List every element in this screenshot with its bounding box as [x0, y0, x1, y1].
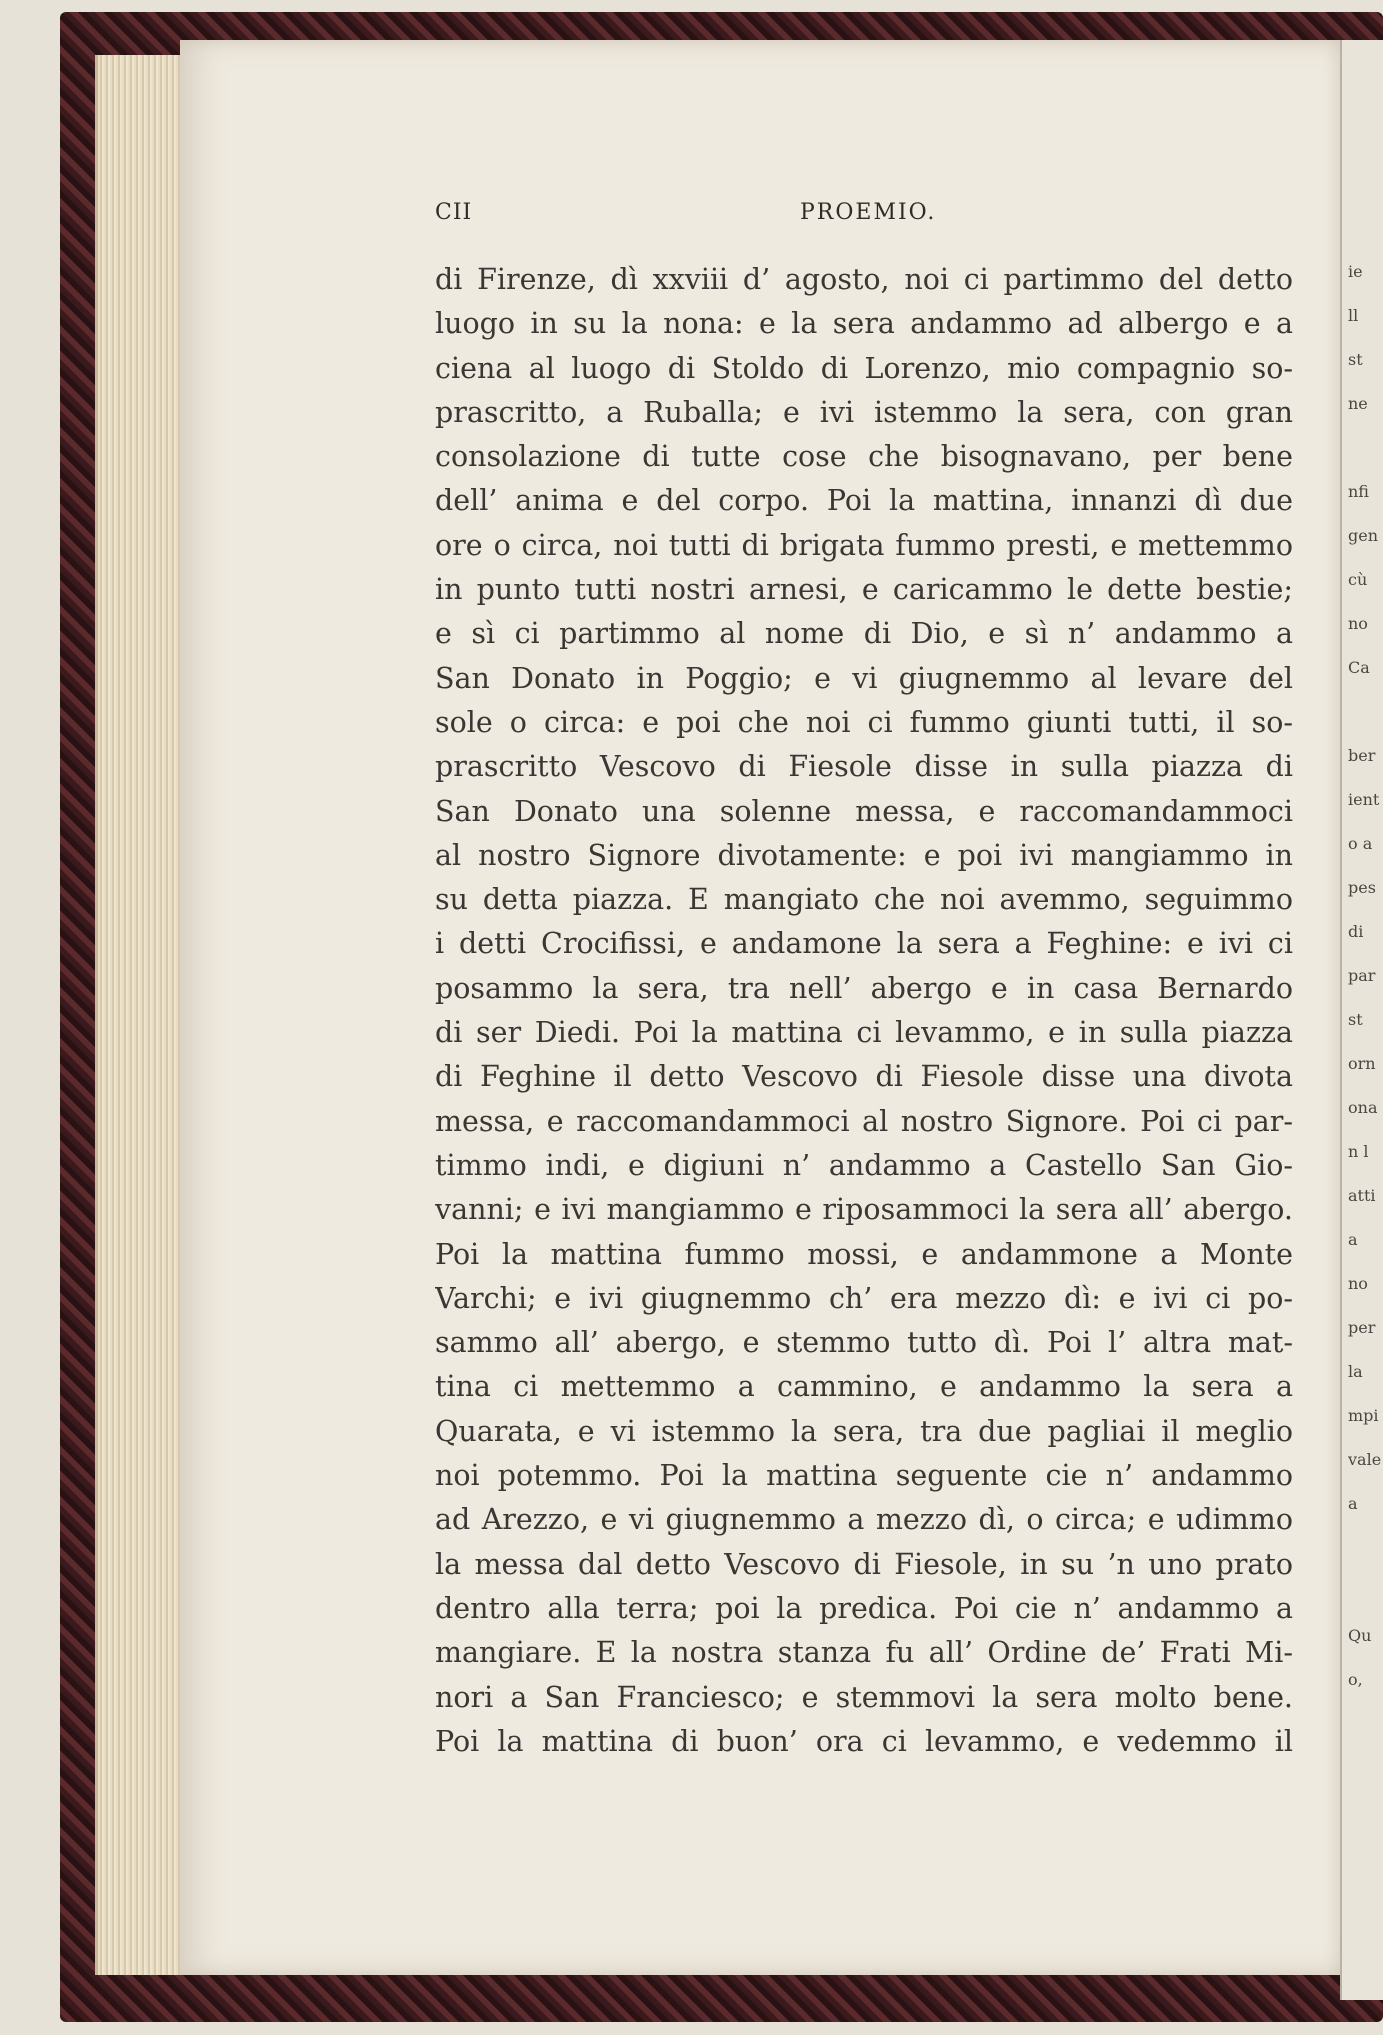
facing-page-fragment: cù	[1348, 570, 1368, 589]
text-line: posammo la sera, tra nell’ abergo e in casa Bernardo	[435, 971, 1293, 1005]
facing-page-fragment: par	[1348, 966, 1376, 985]
text-line: ad Arezzo, e vi giugnemmo a mezzo dì, o circa; e udimmo	[435, 1503, 1293, 1537]
text-line: prascritto, a Ruballa; e ivi istemmo la sera, con gran	[435, 395, 1293, 429]
facing-page-fragment: vale	[1348, 1450, 1382, 1469]
facing-page-fragment: Qu	[1348, 1626, 1372, 1645]
facing-page-fragment: nfi	[1348, 482, 1369, 501]
text-line: timmo indi, e digiuni n’ andammo a Castello San Gio-	[435, 1148, 1293, 1182]
text-line: San Donato una solenne messa, e raccomandammoci	[435, 794, 1293, 828]
facing-page-fragment: ll	[1348, 306, 1359, 325]
facing-page-fragment: a	[1348, 1494, 1358, 1513]
facing-page-fragment: no	[1348, 614, 1368, 633]
facing-page-fragment: n l	[1348, 1142, 1369, 1161]
text-line: di Firenze, dì xxviii d’ agosto, noi ci partimmo del detto	[435, 263, 1293, 296]
running-title: PROEMIO.	[800, 200, 937, 225]
text-line: prascritto Vescovo di Fiesole disse in sulla piazza di	[435, 750, 1293, 784]
facing-page-fragment: o,	[1348, 1670, 1363, 1689]
text-line: vanni; e ivi mangiammo e riposammoci la sera all’ abergo.	[435, 1193, 1293, 1227]
facing-page-fragment	[1348, 1570, 1383, 1614]
facing-page-fragment: ient	[1348, 790, 1380, 809]
facing-page-fragment	[1348, 426, 1383, 470]
facing-page-fragment: la	[1348, 1362, 1363, 1381]
facing-page-fragment: gen	[1348, 526, 1379, 545]
facing-page-fragment: ber	[1348, 746, 1376, 765]
body-text	[435, 258, 1293, 1764]
text-line: i detti Crocifissi, e andamone la sera a Feghine: e ivi ci	[435, 927, 1293, 961]
text-line: luogo in su la nona: e la sera andammo ad albergo e a	[435, 307, 1293, 341]
facing-page-fragment: mpi	[1348, 1406, 1379, 1425]
text-line: sole o circa: e poi che noi ci fummo giunti tutti, il so-	[435, 705, 1293, 739]
facing-page-fragment: pes	[1348, 878, 1376, 897]
text-line: consolazione di tutte cose che bisognavano, per bene	[435, 440, 1293, 474]
text-line: tina ci mettemmo a cammino, e andammo la sera a	[435, 1370, 1293, 1404]
text-line: noi potemmo. Poi la mattina seguente cie n’ andammo	[435, 1459, 1293, 1493]
text-line: in punto tutti nostri arnesi, e caricammo le dette bestie;	[435, 573, 1293, 607]
text-line: mangiare. E la nostra stanza fu all’ Ordine de’ Frati Mi-	[435, 1636, 1293, 1670]
facing-page-fragment: no	[1348, 1274, 1368, 1293]
facing-page-fragment: ne	[1348, 394, 1368, 413]
text-line: messa, e raccomandammoci al nostro Signore. Poi ci par-	[435, 1104, 1293, 1138]
facing-page-fragment: st	[1348, 350, 1363, 369]
facing-page-fragment: ona	[1348, 1098, 1378, 1117]
text-line: Poi la mattina di buon’ ora ci levammo, e vedemmo il	[435, 1724, 1293, 1758]
facing-page-fragment: per	[1348, 1318, 1376, 1337]
text-line: di Feghine il detto Vescovo di Fiesole disse una divota	[435, 1060, 1293, 1094]
facing-page-fragment: di	[1348, 922, 1364, 941]
text-line: ore o circa, noi tutti di brigata fummo presti, e mettemmo	[435, 528, 1293, 562]
text-line: nori a San Franciesco; e stemmovi la sera molto bene.	[435, 1680, 1293, 1714]
text-line: e sì ci partimmo al nome di Dio, e sì n’ andammo a	[435, 617, 1293, 651]
facing-page-fragment: ie	[1348, 262, 1363, 281]
facing-page-fragment: atti	[1348, 1186, 1376, 1205]
facing-page-fragment	[1348, 1526, 1383, 1570]
facing-page-fragment: o a	[1348, 834, 1373, 853]
facing-page-fragment	[1348, 690, 1383, 734]
page-header	[435, 200, 1295, 240]
text-line: San Donato in Poggio; e vi giugnemmo al levare del	[435, 661, 1293, 695]
text-line: sammo all’ abergo, e stemmo tutto dì. Poi l’ altra mat-	[435, 1326, 1293, 1360]
page-number: CII	[435, 200, 473, 225]
text-line: su detta piazza. E mangiato che noi avemmo, seguimmo	[435, 883, 1293, 917]
text-line: ciena al luogo di Stoldo di Lorenzo, mio compagnio so-	[435, 351, 1293, 385]
facing-page-fragment: Ca	[1348, 658, 1370, 677]
facing-page-fragment: st	[1348, 1010, 1363, 1029]
facing-page-fragment: a	[1348, 1230, 1358, 1249]
text-line: la messa dal detto Vescovo di Fiesole, in su ’n uno prato	[435, 1547, 1293, 1581]
text-line: di ser Diedi. Poi la mattina ci levammo, e in sulla piazza	[435, 1016, 1293, 1050]
facing-page-fragments	[1348, 250, 1383, 1702]
text-line: Poi la mattina fummo mossi, e andammone a Monte	[435, 1237, 1293, 1271]
text-line: Varchi; e ivi giugnemmo ch’ era mezzo dì: e ivi ci po-	[435, 1281, 1293, 1315]
text-line: dentro alla terra; poi la predica. Poi cie n’ andammo a	[435, 1591, 1293, 1625]
text-line: dell’ anima e del corpo. Poi la mattina, innanzi dì due	[435, 484, 1293, 518]
text-line: Quarata, e vi istemmo la sera, tra due pagliai il meglio	[435, 1414, 1293, 1448]
text-line: al nostro Signore divotamente: e poi ivi mangiammo in	[435, 838, 1293, 872]
facing-page-fragment: orn	[1348, 1054, 1376, 1073]
